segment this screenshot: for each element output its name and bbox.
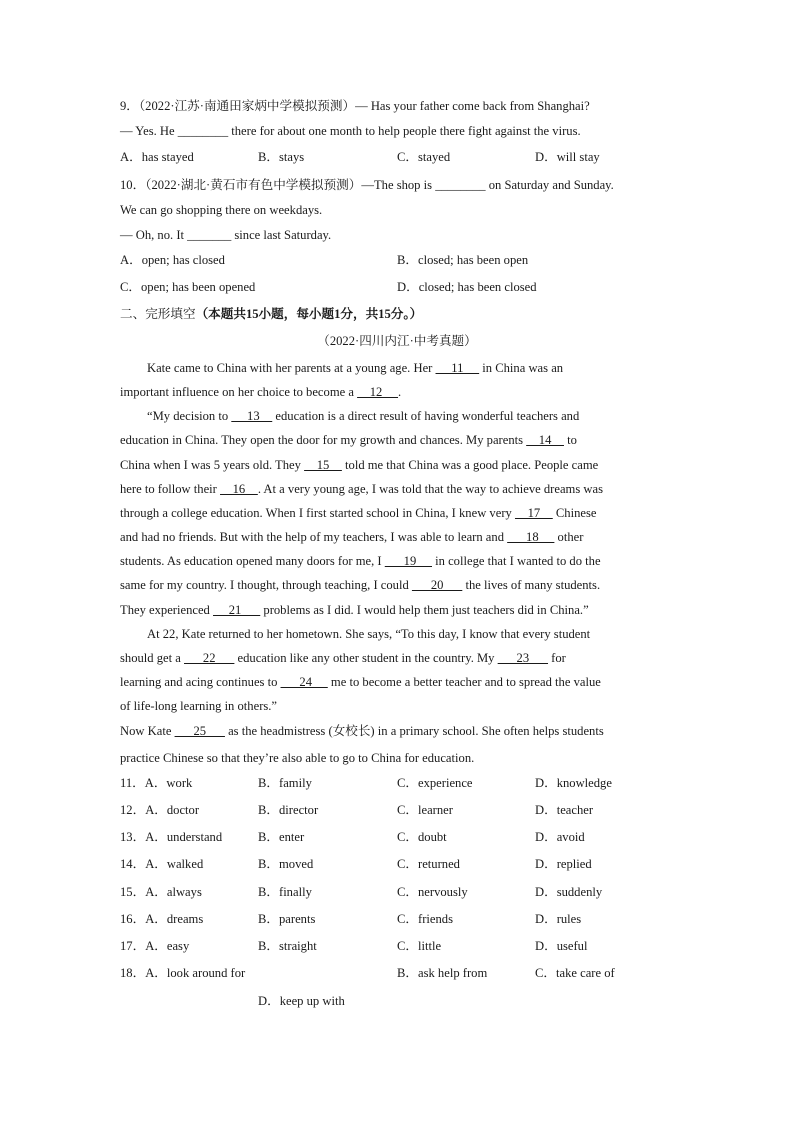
blank-22: 22 bbox=[184, 651, 235, 665]
choice-18-d: D．keep up with bbox=[258, 994, 345, 1008]
blank-23: 23 bbox=[497, 651, 549, 665]
passage-line: Kate came to China with her parents at a young age. Her 11 in China was an bbox=[147, 361, 564, 375]
passage-line: learning and acing continues to 24 me to become a better teacher and to spread the value bbox=[120, 675, 601, 689]
q9-stem: 9．（2022·江苏·南通田家炳中学模拟预测）— Has your father come back from Shanghai? bbox=[120, 99, 590, 113]
choice-14-c: C．returned bbox=[397, 857, 460, 871]
choice-13-d: D．avoid bbox=[535, 830, 585, 844]
choice-12-b: B．director bbox=[258, 803, 319, 817]
blank-14: 14 bbox=[526, 433, 564, 447]
choice-16-b: B．parents bbox=[258, 912, 316, 926]
choice-18-b: B．ask help from bbox=[397, 966, 488, 980]
passage-line: practice Chinese so that they’re also able to go to China for education. bbox=[120, 751, 475, 765]
choice-17-b: B．straight bbox=[258, 939, 317, 953]
section-title: 二、完形填空（本题共15小题，每小题1分，共15分。） bbox=[120, 307, 423, 321]
choice-13-a: 13．A．understand bbox=[120, 830, 223, 844]
choice-11-b: B．family bbox=[258, 776, 312, 790]
q10-stem: 10．（2022·湖北·黄石市有色中学模拟预测）—The shop is ________ on Saturday and Sunday. bbox=[120, 178, 614, 192]
choice-17-c: C．little bbox=[397, 939, 442, 953]
choice-16-c: C．friends bbox=[397, 912, 453, 926]
choice-14-d: D．replied bbox=[535, 857, 592, 871]
passage-source: （2022·四川内江·中考真题） bbox=[317, 334, 477, 348]
passage-line: China when I was 5 years old. They 15 told me that China was a good place. People came bbox=[120, 458, 599, 472]
passage-line: education in China. They open the door for my growth and chances. My parents 14 to bbox=[120, 433, 577, 447]
blank-21: 21 bbox=[213, 603, 261, 617]
q10-option-c: C．open; has been opened bbox=[120, 280, 256, 294]
q9-option-b: B．stays bbox=[258, 150, 305, 164]
choice-12-c: C．learner bbox=[397, 803, 453, 817]
blank-20: 20 bbox=[411, 578, 463, 592]
choice-14-a: 14．A．walked bbox=[120, 857, 204, 871]
passage-line: important influence on her choice to become a 12 . bbox=[120, 385, 402, 399]
choice-15-a: 15．A．always bbox=[120, 885, 202, 899]
blank-15: 15 bbox=[304, 458, 342, 472]
blank-16: 16 bbox=[220, 482, 258, 496]
choice-18-c: C．take care of bbox=[535, 966, 615, 980]
blank-18: 18 bbox=[507, 530, 555, 544]
choice-14-b: B．moved bbox=[258, 857, 314, 871]
q9-line2: — Yes. He ________ there for about one month to help people there fight against the virus. bbox=[120, 124, 581, 138]
choice-13-c: C．doubt bbox=[397, 830, 447, 844]
passage-line: same for my country. I thought, through teaching, I could 20 the lives of many students. bbox=[120, 578, 601, 592]
blank-11: 11 bbox=[435, 361, 480, 375]
passage-line: should get a 22 education like any other student in the country. My 23 for bbox=[120, 651, 566, 665]
q10-blank-1: ________ bbox=[435, 178, 486, 192]
passage-line: and had no friends. But with the help of my teachers, I was able to learn and 18 other bbox=[120, 530, 584, 544]
passage-line: through a college education. When I first started school in China, I knew very 17 Chinese bbox=[120, 506, 597, 520]
blank-12: 12 bbox=[357, 385, 399, 399]
q9-option-d: D．will stay bbox=[535, 150, 600, 164]
passage-line: of life-long learning in others.” bbox=[120, 699, 278, 713]
choice-15-d: D．suddenly bbox=[535, 885, 603, 899]
blank-17: 17 bbox=[514, 506, 553, 520]
q10-option-a: A．open; has closed bbox=[120, 253, 225, 267]
passage-line: here to follow their 16 . At a very young age, I was told that the way to achieve dreams was bbox=[120, 482, 603, 496]
blank-13: 13 bbox=[231, 409, 273, 423]
choice-17-a: 17．A．easy bbox=[120, 939, 190, 953]
choice-11-c: C．experience bbox=[397, 776, 473, 790]
passage-line: At 22, Kate returned to her hometown. She says, “To this day, I know that every student bbox=[147, 627, 591, 641]
q10-option-d: D．closed; has been closed bbox=[397, 280, 537, 294]
choice-16-a: 16．A．dreams bbox=[120, 912, 204, 926]
q9-option-a: A．has stayed bbox=[120, 150, 194, 164]
blank-25: 25 bbox=[174, 724, 225, 738]
choice-12-d: D．teacher bbox=[535, 803, 594, 817]
passage-line: Now Kate 25 as the headmistress (女校长) in a primary school. She often helps students bbox=[120, 724, 604, 738]
choice-15-b: B．finally bbox=[258, 885, 312, 899]
choice-15-c: C．nervously bbox=[397, 885, 468, 899]
q10-blank-2: _______ bbox=[187, 228, 232, 242]
blank-19: 19 bbox=[384, 554, 432, 568]
passage-line: They experienced 21 problems as I did. I would help them just teachers did in China.” bbox=[120, 603, 589, 617]
choice-11-a: 11．A．work bbox=[120, 776, 193, 790]
choice-17-d: D．useful bbox=[535, 939, 588, 953]
q10-line3: — Oh, no. It _______ since last Saturday. bbox=[120, 228, 332, 242]
q9-option-c: C．stayed bbox=[397, 150, 451, 164]
q10-line2: We can go shopping there on weekdays. bbox=[120, 203, 323, 217]
choice-16-d: D．rules bbox=[535, 912, 582, 926]
choice-12-a: 12．A．doctor bbox=[120, 803, 200, 817]
choice-11-d: D．knowledge bbox=[535, 776, 612, 790]
passage-line: “My decision to 13 education is a direct result of having wonderful teachers and bbox=[147, 409, 580, 423]
passage-line: students. As education opened many doors for me, I 19 in college that I wanted to do the bbox=[120, 554, 601, 568]
q9-blank: ________ bbox=[177, 124, 229, 138]
q10-option-b: B．closed; has been open bbox=[397, 253, 529, 267]
choice-13-b: B．enter bbox=[258, 830, 305, 844]
blank-24: 24 bbox=[280, 675, 328, 689]
choice-row-18: 18．A．look around for bbox=[120, 966, 246, 980]
